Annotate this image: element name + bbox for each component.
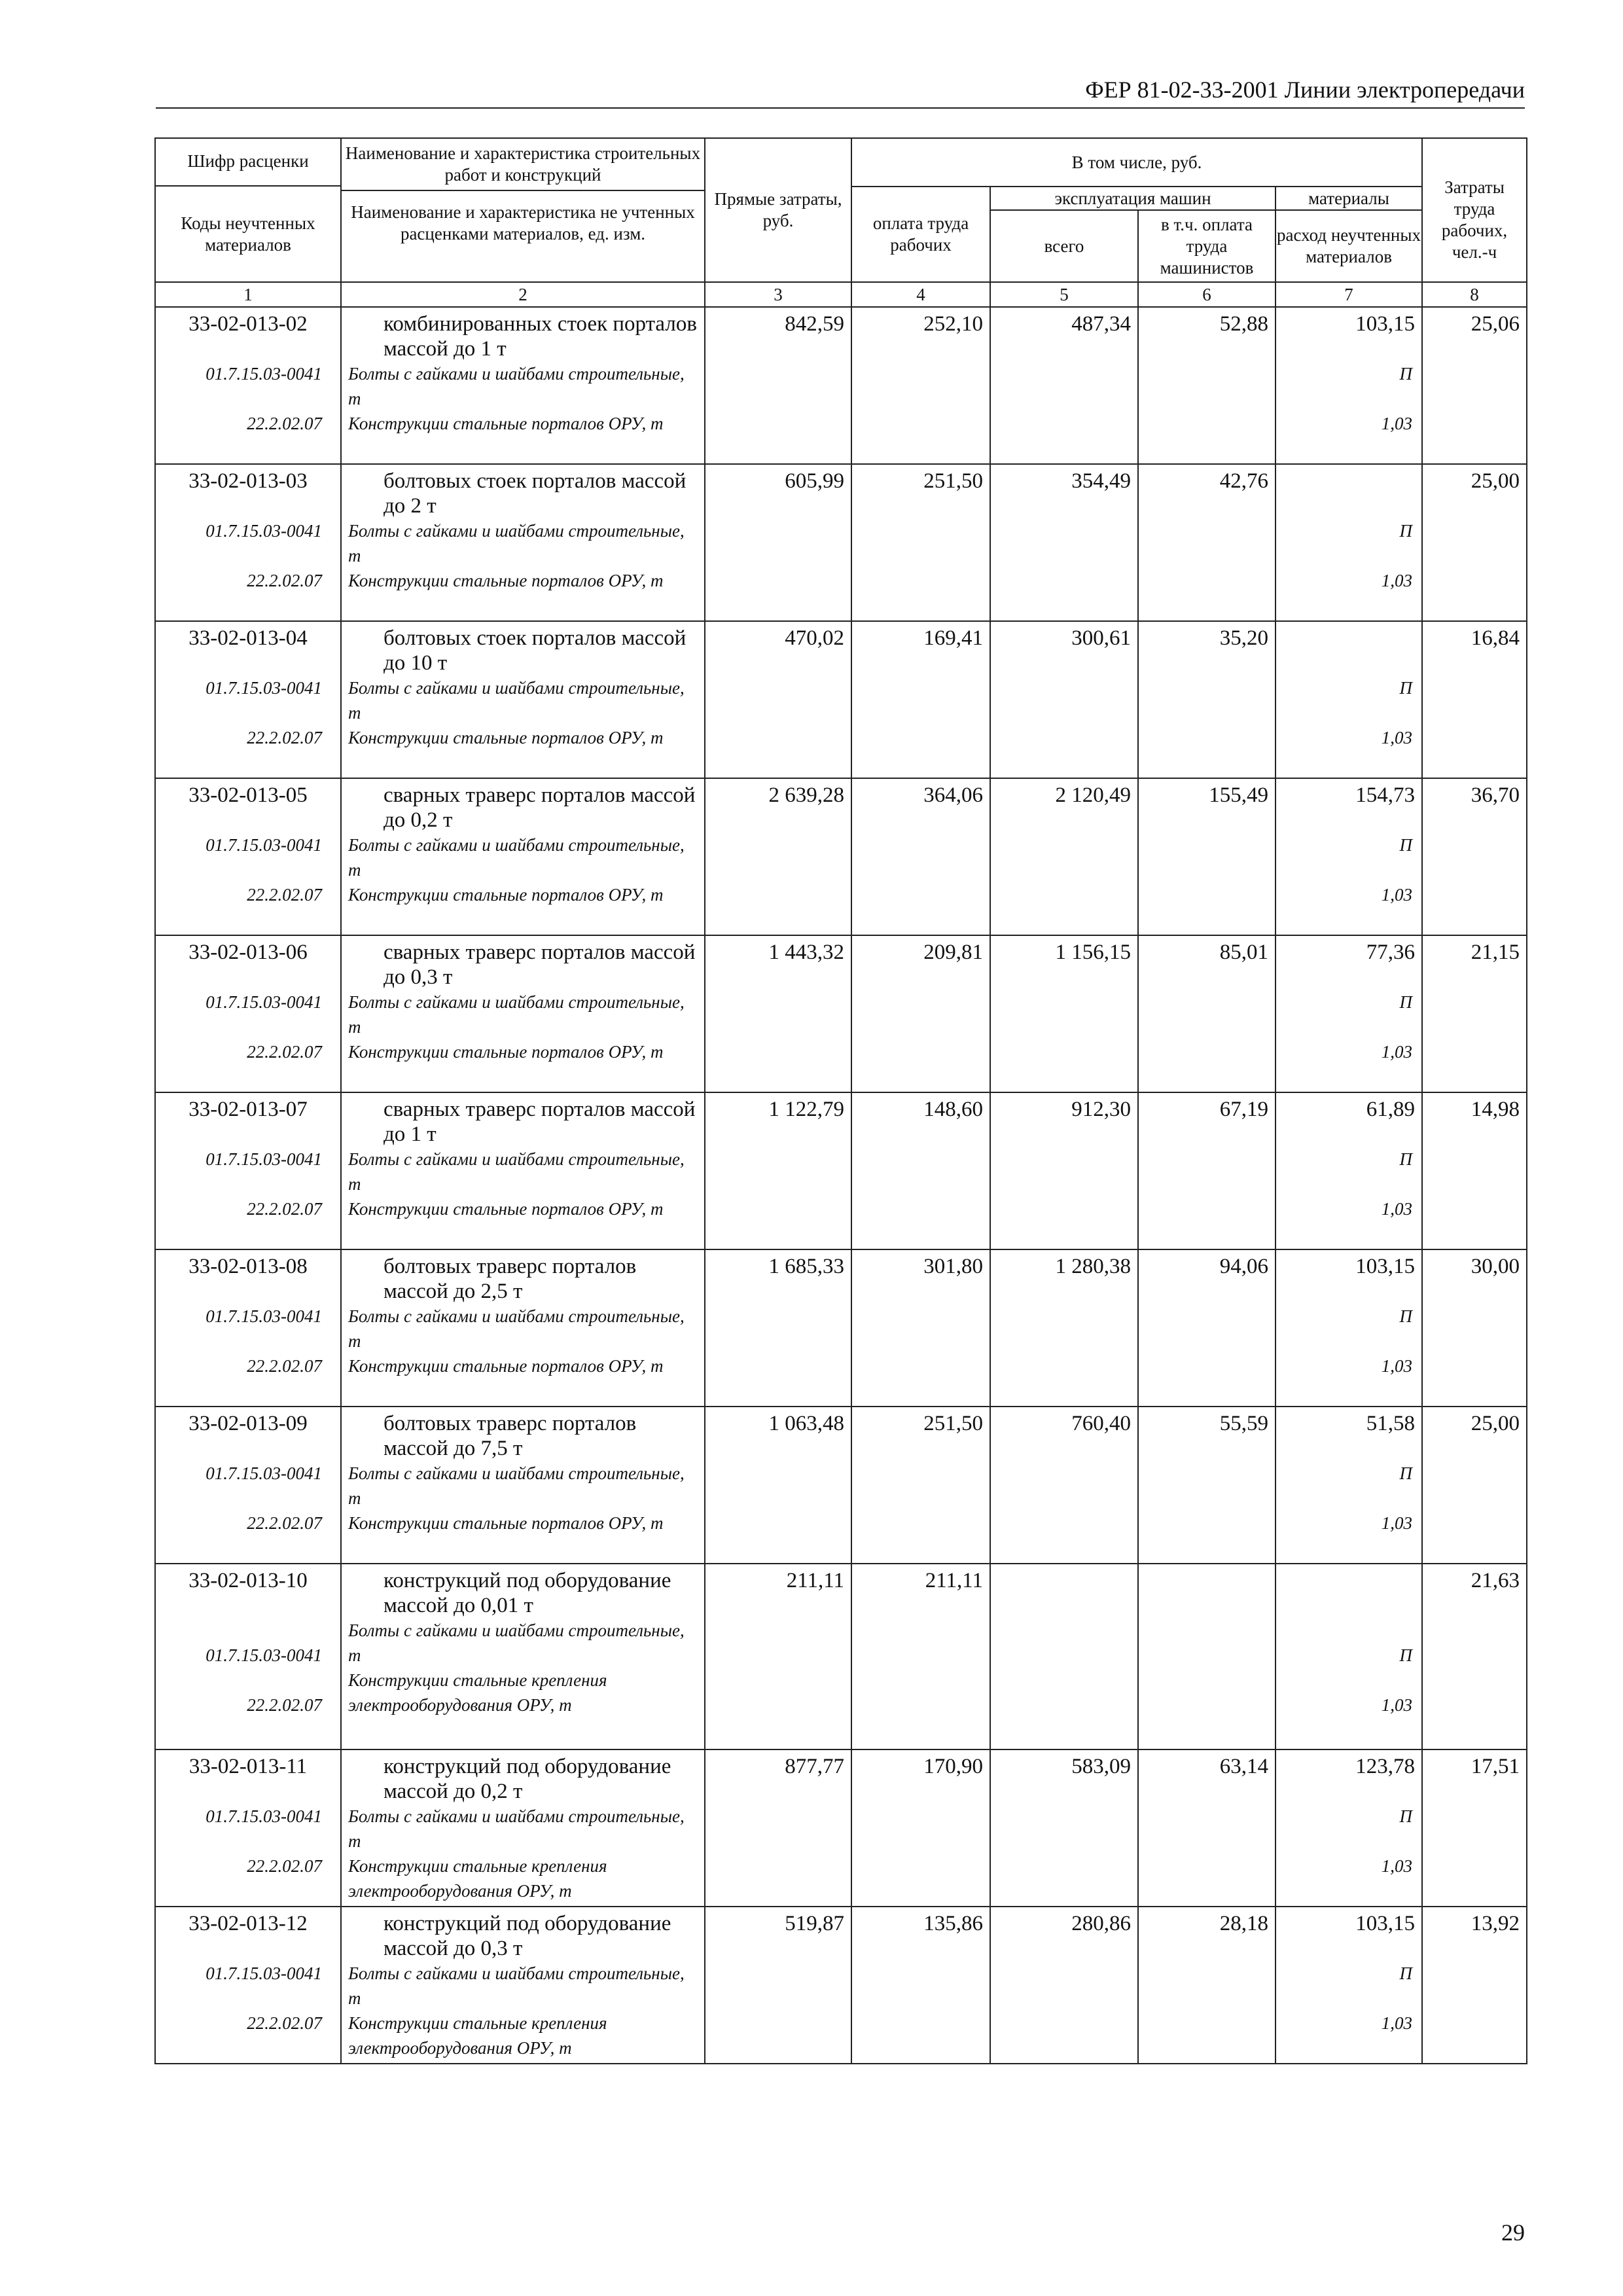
column-number: 3 — [705, 282, 851, 307]
name-cell — [341, 1907, 705, 2064]
labor-pay-value-text: 135,86 — [923, 1912, 983, 1935]
column-numbers-row — [155, 282, 1527, 307]
material-name: Болты с гайками и шайбами строительные, т — [348, 992, 685, 1037]
machinists-pay-value-text: 155,49 — [1209, 783, 1268, 807]
material-consumption: 1,03 — [1381, 1695, 1413, 1715]
labor-pay-value-text: 252,10 — [923, 312, 983, 336]
header-unaccounted-materials: расход неучтенных материалов — [1275, 210, 1422, 282]
column-number: 5 — [990, 282, 1138, 307]
labor-pay-value — [851, 778, 990, 935]
column-number: 8 — [1422, 282, 1527, 307]
document-title: ФЕР 81-02-33-2001 Линии электропередачи — [1085, 77, 1525, 103]
material-consumption: 1,03 — [1381, 1199, 1413, 1219]
material-name: Конструкции стальные крепления электрооборудования ОРУ, т — [348, 2013, 607, 2058]
material-name: Конструкции стальные порталов ОРУ, т — [348, 1199, 664, 1219]
material-consumption: П — [1399, 1463, 1413, 1483]
labor-cost-text: 25,06 — [1471, 312, 1520, 336]
labor-cost-value — [1422, 1749, 1527, 1907]
labor-cost-text: 13,92 — [1471, 1912, 1520, 1935]
machines-total-value — [990, 464, 1138, 621]
material-code: 22.2.02.07 — [247, 1042, 322, 1062]
material-consumption: П — [1399, 1306, 1413, 1326]
materials-cell — [1275, 778, 1422, 935]
machines-total-value — [990, 1249, 1138, 1407]
materials-value: 103,15 — [1355, 312, 1416, 336]
rate-code: 33-02-013-12 — [188, 1912, 308, 1935]
rate-code: 33-02-013-04 — [188, 626, 308, 650]
direct-costs-value-text: 1 122,79 — [768, 1098, 844, 1121]
direct-costs-value-text: 605,99 — [785, 469, 844, 493]
material-name: Конструкции стальные порталов ОРУ, т — [348, 414, 664, 433]
material-name: Болты с гайками и шайбами строительные, т — [348, 1964, 685, 2008]
material-consumption: 1,03 — [1381, 571, 1413, 590]
machinists-pay-value-text: 85,01 — [1219, 941, 1268, 964]
header-direct-costs: Прямые затраты, руб. — [705, 138, 851, 282]
material-code: 01.7.15.03-0041 — [205, 1463, 322, 1483]
material-consumption: 1,03 — [1381, 728, 1413, 747]
direct-costs-value — [705, 1407, 851, 1564]
material-code: 22.2.02.07 — [247, 414, 322, 433]
labor-cost-value — [1422, 1907, 1527, 2064]
name-cell — [341, 307, 705, 464]
labor-pay-value — [851, 1564, 990, 1749]
direct-costs-value-text: 519,87 — [785, 1912, 844, 1935]
direct-costs-value — [705, 1092, 851, 1249]
labor-pay-value-text: 169,41 — [923, 626, 983, 650]
machinists-pay-value — [1138, 1564, 1275, 1749]
direct-costs-value — [705, 307, 851, 464]
table-row — [155, 621, 1527, 778]
labor-cost-text: 16,84 — [1471, 626, 1520, 650]
code-cell — [155, 1249, 341, 1407]
name-cell — [341, 464, 705, 621]
work-name: болтовых стоек порталов массой до 2 т — [383, 469, 687, 518]
materials-cell — [1275, 1749, 1422, 1907]
work-name: сварных траверс порталов массой до 0,2 т — [383, 783, 696, 832]
material-code: 22.2.02.07 — [247, 885, 322, 905]
material-name: Конструкции стальные порталов ОРУ, т — [348, 1042, 664, 1062]
materials-value: 61,89 — [1366, 1098, 1416, 1121]
material-code: 01.7.15.03-0041 — [205, 992, 322, 1012]
page-number: 29 — [1501, 2219, 1525, 2246]
materials-cell — [1275, 1092, 1422, 1249]
direct-costs-value — [705, 1749, 851, 1907]
material-name: Болты с гайками и шайбами строительные, т — [348, 1806, 685, 1851]
table-row — [155, 1407, 1527, 1564]
header-machinists-pay: в т.ч. оплата труда машинистов — [1138, 210, 1275, 282]
labor-cost-value — [1422, 1249, 1527, 1407]
material-name: Болты с гайками и шайбами строительные, т — [348, 1621, 685, 1665]
rate-code: 33-02-013-08 — [188, 1255, 308, 1278]
labor-pay-value-text: 251,50 — [923, 469, 983, 493]
machinists-pay-value — [1138, 464, 1275, 621]
material-code: 01.7.15.03-0041 — [205, 521, 322, 541]
labor-pay-value-text: 211,11 — [925, 1569, 983, 1592]
direct-costs-value-text: 877,77 — [785, 1755, 844, 1778]
material-code: 22.2.02.07 — [247, 1695, 322, 1715]
work-name: болтовых траверс порталов массой до 2,5 т — [383, 1255, 637, 1303]
machinists-pay-value-text: 94,06 — [1219, 1255, 1268, 1278]
work-name: комбинированных стоек порталов массой до 1 т — [383, 312, 697, 361]
labor-cost-value — [1422, 464, 1527, 621]
labor-cost-value — [1422, 778, 1527, 935]
machines-total-value — [990, 621, 1138, 778]
materials-cell — [1275, 621, 1422, 778]
code-cell — [155, 1749, 341, 1907]
table-header — [155, 138, 1527, 307]
machinists-pay-value — [1138, 1907, 1275, 2064]
labor-pay-value — [851, 307, 990, 464]
machines-total-value-text: 2 120,49 — [1055, 783, 1131, 807]
labor-pay-value — [851, 621, 990, 778]
material-code: 01.7.15.03-0041 — [205, 678, 322, 698]
materials-value: 154,73 — [1355, 783, 1416, 807]
materials-value — [1279, 469, 1415, 493]
material-name: Болты с гайками и шайбами строительные, т — [348, 521, 685, 565]
direct-costs-value — [705, 1564, 851, 1749]
machines-total-value-text: 760,40 — [1071, 1412, 1131, 1435]
machinists-pay-value-text: 67,19 — [1219, 1098, 1268, 1121]
header-including: В том числе, руб. — [851, 138, 1422, 187]
machines-total-value-text: 583,09 — [1071, 1755, 1131, 1778]
name-cell — [341, 935, 705, 1092]
labor-cost-text: 21,15 — [1471, 941, 1520, 964]
labor-cost-value — [1422, 1407, 1527, 1564]
labor-pay-value-text: 364,06 — [923, 783, 983, 807]
material-consumption: П — [1399, 1964, 1413, 1983]
machinists-pay-value — [1138, 307, 1275, 464]
direct-costs-value — [705, 621, 851, 778]
work-name: сварных траверс порталов массой до 1 т — [383, 1098, 696, 1146]
material-code: 01.7.15.03-0041 — [205, 1806, 322, 1826]
machines-total-value-text: 1 280,38 — [1055, 1255, 1131, 1278]
header-codes: Коды неучтенных материалов — [181, 213, 315, 255]
name-cell — [341, 1092, 705, 1249]
material-code: 01.7.15.03-0041 — [205, 1149, 322, 1169]
materials-value — [1279, 1568, 1415, 1593]
material-code: 01.7.15.03-0041 — [205, 364, 322, 384]
table-row — [155, 464, 1527, 621]
column-number: 7 — [1275, 282, 1422, 307]
materials-value: 103,15 — [1355, 1255, 1416, 1278]
rate-code: 33-02-013-10 — [188, 1569, 308, 1592]
rate-code: 33-02-013-02 — [188, 312, 308, 336]
material-name: Болты с гайками и шайбами строительные, т — [348, 678, 685, 723]
direct-costs-value — [705, 778, 851, 935]
labor-cost-text: 36,70 — [1471, 783, 1520, 807]
labor-cost-text: 30,00 — [1471, 1255, 1520, 1278]
direct-costs-value-text: 1 685,33 — [768, 1255, 844, 1278]
work-name: болтовых траверс порталов массой до 7,5 т — [383, 1412, 637, 1460]
code-cell — [155, 1564, 341, 1749]
direct-costs-value-text: 2 639,28 — [768, 783, 844, 807]
labor-pay-value — [851, 1092, 990, 1249]
material-name: Болты с гайками и шайбами строительные, т — [348, 1463, 685, 1508]
labor-cost-text: 25,00 — [1471, 1412, 1520, 1435]
labor-cost-value — [1422, 307, 1527, 464]
direct-costs-value — [705, 935, 851, 1092]
machines-total-value — [990, 1564, 1138, 1749]
direct-costs-value-text: 842,59 — [785, 312, 844, 336]
table-row — [155, 1907, 1527, 2064]
material-code: 22.2.02.07 — [247, 728, 322, 747]
header-divider — [156, 107, 1525, 109]
machines-total-value — [990, 307, 1138, 464]
material-name: Конструкции стальные порталов ОРУ, т — [348, 1356, 664, 1376]
machines-total-value — [990, 1092, 1138, 1249]
machines-total-value-text: 300,61 — [1071, 626, 1131, 650]
materials-cell — [1275, 935, 1422, 1092]
column-number: 6 — [1138, 282, 1275, 307]
material-code: 22.2.02.07 — [247, 1513, 322, 1533]
material-name: Конструкции стальные порталов ОРУ, т — [348, 728, 664, 747]
materials-value: 123,78 — [1355, 1755, 1416, 1778]
rate-code: 33-02-013-06 — [188, 941, 308, 964]
column-number: 2 — [341, 282, 705, 307]
table-row — [155, 1564, 1527, 1749]
material-code: 22.2.02.07 — [247, 571, 322, 590]
header-labor-cost: Затраты труда рабочих, чел.-ч — [1422, 138, 1527, 282]
header-cipher: Шифр расценки — [156, 139, 340, 187]
direct-costs-value-text: 1 443,32 — [768, 941, 844, 964]
material-consumption: 1,03 — [1381, 1513, 1413, 1533]
material-code: 01.7.15.03-0041 — [205, 1306, 322, 1326]
table-row — [155, 1092, 1527, 1249]
labor-pay-value — [851, 1907, 990, 2064]
machines-total-value — [990, 778, 1138, 935]
material-code: 22.2.02.07 — [247, 1356, 322, 1376]
direct-costs-value-text: 470,02 — [785, 626, 844, 650]
labor-pay-value-text: 148,60 — [923, 1098, 983, 1121]
code-cell — [155, 464, 341, 621]
machinists-pay-value — [1138, 1407, 1275, 1564]
code-cell — [155, 1907, 341, 2064]
materials-value: 77,36 — [1366, 941, 1416, 964]
rate-code: 33-02-013-11 — [188, 1755, 308, 1778]
material-consumption: П — [1399, 992, 1413, 1012]
code-cell — [155, 1092, 341, 1249]
materials-value: 103,15 — [1355, 1912, 1416, 1935]
materials-cell — [1275, 1907, 1422, 2064]
labor-cost-value — [1422, 1564, 1527, 1749]
labor-pay-value — [851, 1407, 990, 1564]
material-consumption: 1,03 — [1381, 885, 1413, 905]
material-consumption: П — [1399, 835, 1413, 855]
machines-total-value-text: 487,34 — [1071, 312, 1131, 336]
name-cell — [341, 1407, 705, 1564]
work-name: конструкций под оборудование массой до 0,2 т — [383, 1755, 671, 1803]
work-name: болтовых стоек порталов массой до 10 т — [383, 626, 687, 675]
rate-code: 33-02-013-03 — [188, 469, 308, 493]
labor-cost-text: 21,63 — [1471, 1569, 1520, 1592]
work-name: конструкций под оборудование массой до 0,01 т — [383, 1569, 671, 1617]
machinists-pay-value-text: 55,59 — [1219, 1412, 1268, 1435]
table-row — [155, 307, 1527, 464]
material-name: Конструкции стальные порталов ОРУ, т — [348, 571, 664, 590]
machines-total-value-text: 1 156,15 — [1055, 941, 1131, 964]
labor-pay-value — [851, 1749, 990, 1907]
labor-pay-value-text: 170,90 — [923, 1755, 983, 1778]
materials-cell — [1275, 1407, 1422, 1564]
machines-total-value — [990, 1407, 1138, 1564]
direct-costs-value — [705, 1907, 851, 2064]
material-code: 01.7.15.03-0041 — [205, 835, 322, 855]
material-code: 01.7.15.03-0041 — [205, 1645, 322, 1665]
code-cell — [155, 778, 341, 935]
material-consumption: П — [1399, 521, 1413, 541]
code-cell — [155, 621, 341, 778]
material-consumption: 1,03 — [1381, 1356, 1413, 1376]
material-consumption: 1,03 — [1381, 1856, 1413, 1876]
column-number: 4 — [851, 282, 990, 307]
labor-pay-value-text: 251,50 — [923, 1412, 983, 1435]
rate-code: 33-02-013-07 — [188, 1098, 308, 1121]
machinists-pay-value — [1138, 778, 1275, 935]
machines-total-value — [990, 1749, 1138, 1907]
materials-cell — [1275, 1564, 1422, 1749]
materials-cell — [1275, 307, 1422, 464]
materials-cell — [1275, 464, 1422, 621]
material-name: Конструкции стальные порталов ОРУ, т — [348, 1513, 664, 1533]
machinists-pay-value — [1138, 621, 1275, 778]
labor-pay-value-text: 301,80 — [923, 1255, 983, 1278]
materials-value: 51,58 — [1366, 1412, 1416, 1435]
labor-pay-value — [851, 464, 990, 621]
table-row — [155, 778, 1527, 935]
machines-total-value-text: 912,30 — [1071, 1098, 1131, 1121]
machinists-pay-value-text: 35,20 — [1219, 626, 1268, 650]
rate-code: 33-02-013-09 — [188, 1412, 308, 1435]
material-consumption: П — [1399, 678, 1413, 698]
direct-costs-value — [705, 1249, 851, 1407]
machinists-pay-value — [1138, 1092, 1275, 1249]
direct-costs-value — [705, 464, 851, 621]
material-consumption: П — [1399, 364, 1413, 384]
header-name-bottom: Наименование и характеристика не учтенных расценками материалов, ед. изм. — [351, 202, 695, 243]
header-cipher-codes-cell — [155, 138, 341, 282]
materials-value — [1279, 626, 1415, 651]
material-name: Болты с гайками и шайбами строительные, т — [348, 1306, 685, 1351]
labor-cost-text: 25,00 — [1471, 469, 1520, 493]
direct-costs-value-text: 211,11 — [786, 1569, 844, 1592]
labor-cost-value — [1422, 621, 1527, 778]
material-consumption: П — [1399, 1806, 1413, 1826]
table-row — [155, 1249, 1527, 1407]
name-cell — [341, 778, 705, 935]
header-machines-total: всего — [990, 210, 1138, 282]
material-name: Болты с гайками и шайбами строительные, т — [348, 835, 685, 880]
machinists-pay-value-text: 52,88 — [1219, 312, 1268, 336]
name-cell — [341, 1749, 705, 1907]
name-cell — [341, 621, 705, 778]
machinists-pay-value-text: 28,18 — [1219, 1912, 1268, 1935]
table-row — [155, 1749, 1527, 1907]
machinists-pay-value — [1138, 935, 1275, 1092]
labor-cost-text: 17,51 — [1471, 1755, 1520, 1778]
machines-total-value-text: 354,49 — [1071, 469, 1131, 493]
machinists-pay-value-text: 42,76 — [1219, 469, 1268, 493]
work-name: конструкций под оборудование массой до 0,3 т — [383, 1912, 671, 1960]
material-code: 22.2.02.07 — [247, 2013, 322, 2033]
header-machines: эксплуатация машин — [990, 187, 1275, 210]
material-consumption: 1,03 — [1381, 1042, 1413, 1062]
machines-total-value — [990, 1907, 1138, 2064]
code-cell — [155, 307, 341, 464]
column-number: 1 — [155, 282, 341, 307]
header-materials: материалы — [1275, 187, 1422, 210]
machines-total-value-text: 280,86 — [1071, 1912, 1131, 1935]
machines-total-value — [990, 935, 1138, 1092]
material-code: 22.2.02.07 — [247, 1199, 322, 1219]
machinists-pay-value — [1138, 1249, 1275, 1407]
header-name-cell — [341, 138, 705, 282]
code-cell — [155, 935, 341, 1092]
machinists-pay-value-text: 63,14 — [1219, 1755, 1268, 1778]
labor-pay-value-text: 209,81 — [923, 941, 983, 964]
direct-costs-value-text: 1 063,48 — [768, 1412, 844, 1435]
labor-pay-value — [851, 1249, 990, 1407]
material-consumption: 1,03 — [1381, 414, 1413, 433]
material-code: 01.7.15.03-0041 — [205, 1964, 322, 1983]
material-consumption: П — [1399, 1645, 1413, 1665]
rates-table — [154, 137, 1527, 2064]
name-cell — [341, 1564, 705, 1749]
work-name: сварных траверс порталов массой до 0,3 т — [383, 941, 696, 989]
material-name: Болты с гайками и шайбами строительные, т — [348, 1149, 685, 1194]
header-name-top: Наименование и характеристика строительных работ и конструкций — [342, 139, 704, 191]
table-body — [155, 307, 1527, 2064]
material-name: Конструкции стальные порталов ОРУ, т — [348, 885, 664, 905]
labor-cost-value — [1422, 935, 1527, 1092]
table-row — [155, 935, 1527, 1092]
labor-pay-value — [851, 935, 990, 1092]
name-cell — [341, 1249, 705, 1407]
rate-code: 33-02-013-05 — [188, 783, 308, 807]
material-name: Болты с гайками и шайбами строительные, т — [348, 364, 685, 408]
machinists-pay-value — [1138, 1749, 1275, 1907]
material-name: Конструкции стальные крепления электрооборудования ОРУ, т — [348, 1670, 607, 1715]
material-consumption: П — [1399, 1149, 1413, 1169]
labor-cost-value — [1422, 1092, 1527, 1249]
material-consumption: 1,03 — [1381, 2013, 1413, 2033]
labor-cost-text: 14,98 — [1471, 1098, 1520, 1121]
material-name: Конструкции стальные крепления электрооборудования ОРУ, т — [348, 1856, 607, 1901]
header-labor-pay: оплата труда рабочих — [851, 187, 990, 282]
material-code: 22.2.02.07 — [247, 1856, 322, 1876]
code-cell — [155, 1407, 341, 1564]
materials-cell — [1275, 1249, 1422, 1407]
